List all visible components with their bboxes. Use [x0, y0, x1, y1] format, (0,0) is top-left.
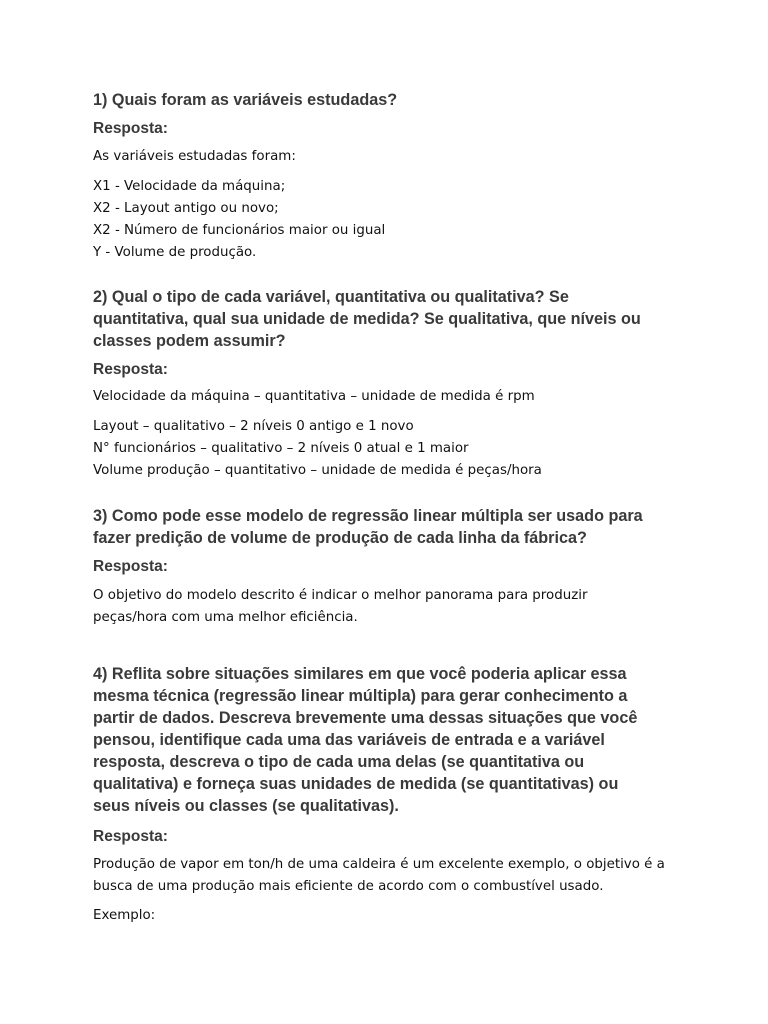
question-2: [93, 286, 641, 352]
question-line: 1) Quais foram as variáveis estudadas?: [93, 91, 398, 109]
question-line: resposta, descreva o tipo de cada uma delas (se quantitativa ou: [93, 753, 585, 771]
answer-intro-1: [93, 146, 296, 168]
answer-line: Produção de vapor em ton/h de uma caldeira é um excelente exemplo, o objetivo é a: [93, 857, 665, 872]
question-line: 4) Reflita sobre situações similares em que você poderia aplicar essa: [93, 665, 627, 683]
answer-line: Y - Volume de produção.: [93, 245, 257, 260]
answer-text: As variáveis estudadas foram:: [93, 149, 296, 164]
question-line: partir de dados. Descreva brevemente uma dessas situações que você: [93, 709, 638, 727]
answer-line: X2 - Layout antigo ou novo;: [93, 201, 279, 216]
question-line: seus níveis ou classes (se qualitativas).: [93, 797, 399, 815]
answer-line: X2 - Número de funcionários maior ou igual: [93, 223, 386, 238]
answer-label-3: [93, 557, 168, 577]
answer-label: Resposta:: [93, 558, 168, 575]
answer-label-2: [93, 360, 168, 380]
answer-line: Layout – qualitativo – 2 níveis 0 antigo e 1 novo: [93, 419, 414, 434]
answer-line: X1 - Velocidade da máquina;: [93, 179, 286, 194]
question-line: qualitativa) e forneça suas unidades de medida (se quantitativas) ou: [93, 775, 619, 793]
answer-label: Resposta:: [93, 361, 168, 378]
answer-label-1: [93, 119, 168, 139]
question-1: [93, 89, 397, 111]
answer-line: Volume produção – quantitativo – unidade de medida é peças/hora: [93, 463, 542, 478]
answer-line: busca de uma produção mais eficiente de acordo com o combustível usado.: [93, 879, 604, 894]
answer-outro-4: [93, 905, 155, 927]
answer-list-2: [93, 416, 542, 482]
question-line: classes podem assumir?: [93, 332, 286, 350]
answer-line: O objetivo do modelo descrito é indicar o melhor panorama para produzir: [93, 588, 588, 603]
answer-list-1: [93, 176, 385, 264]
question-line: pensou, identifique cada uma das variáveis de entrada e a variável: [93, 731, 605, 749]
question-line: mesma técnica (regressão linear múltipla) para gerar conhecimento a: [93, 687, 628, 705]
answer-text: Velocidade da máquina – quantitativa – unidade de medida é rpm: [93, 389, 535, 404]
answer-label-4: [93, 827, 168, 847]
question-line: 2) Qual o tipo de cada variável, quantitativa ou qualitativa? Se: [93, 288, 569, 306]
question-3: [93, 505, 643, 549]
question-line: 3) Como pode esse modelo de regressão linear múltipla ser usado para: [93, 507, 643, 525]
answer-list-4: [93, 854, 665, 898]
answer-line: N° funcionários – qualitativo – 2 níveis 0 atual e 1 maior: [93, 441, 469, 456]
answer-label: Resposta:: [93, 828, 168, 845]
question-line: quantitativa, qual sua unidade de medida? Se qualitativa, que níveis ou: [93, 310, 641, 328]
answer-text: Exemplo:: [93, 908, 156, 923]
question-line: fazer predição de volume de produção de cada linha da fábrica?: [93, 529, 587, 547]
question-4: [93, 663, 637, 817]
answer-list-3: [93, 585, 587, 629]
answer-line: peças/hora com uma melhor eficiência.: [93, 610, 358, 625]
answer-intro-2: [93, 386, 535, 408]
answer-label: Resposta:: [93, 120, 168, 137]
